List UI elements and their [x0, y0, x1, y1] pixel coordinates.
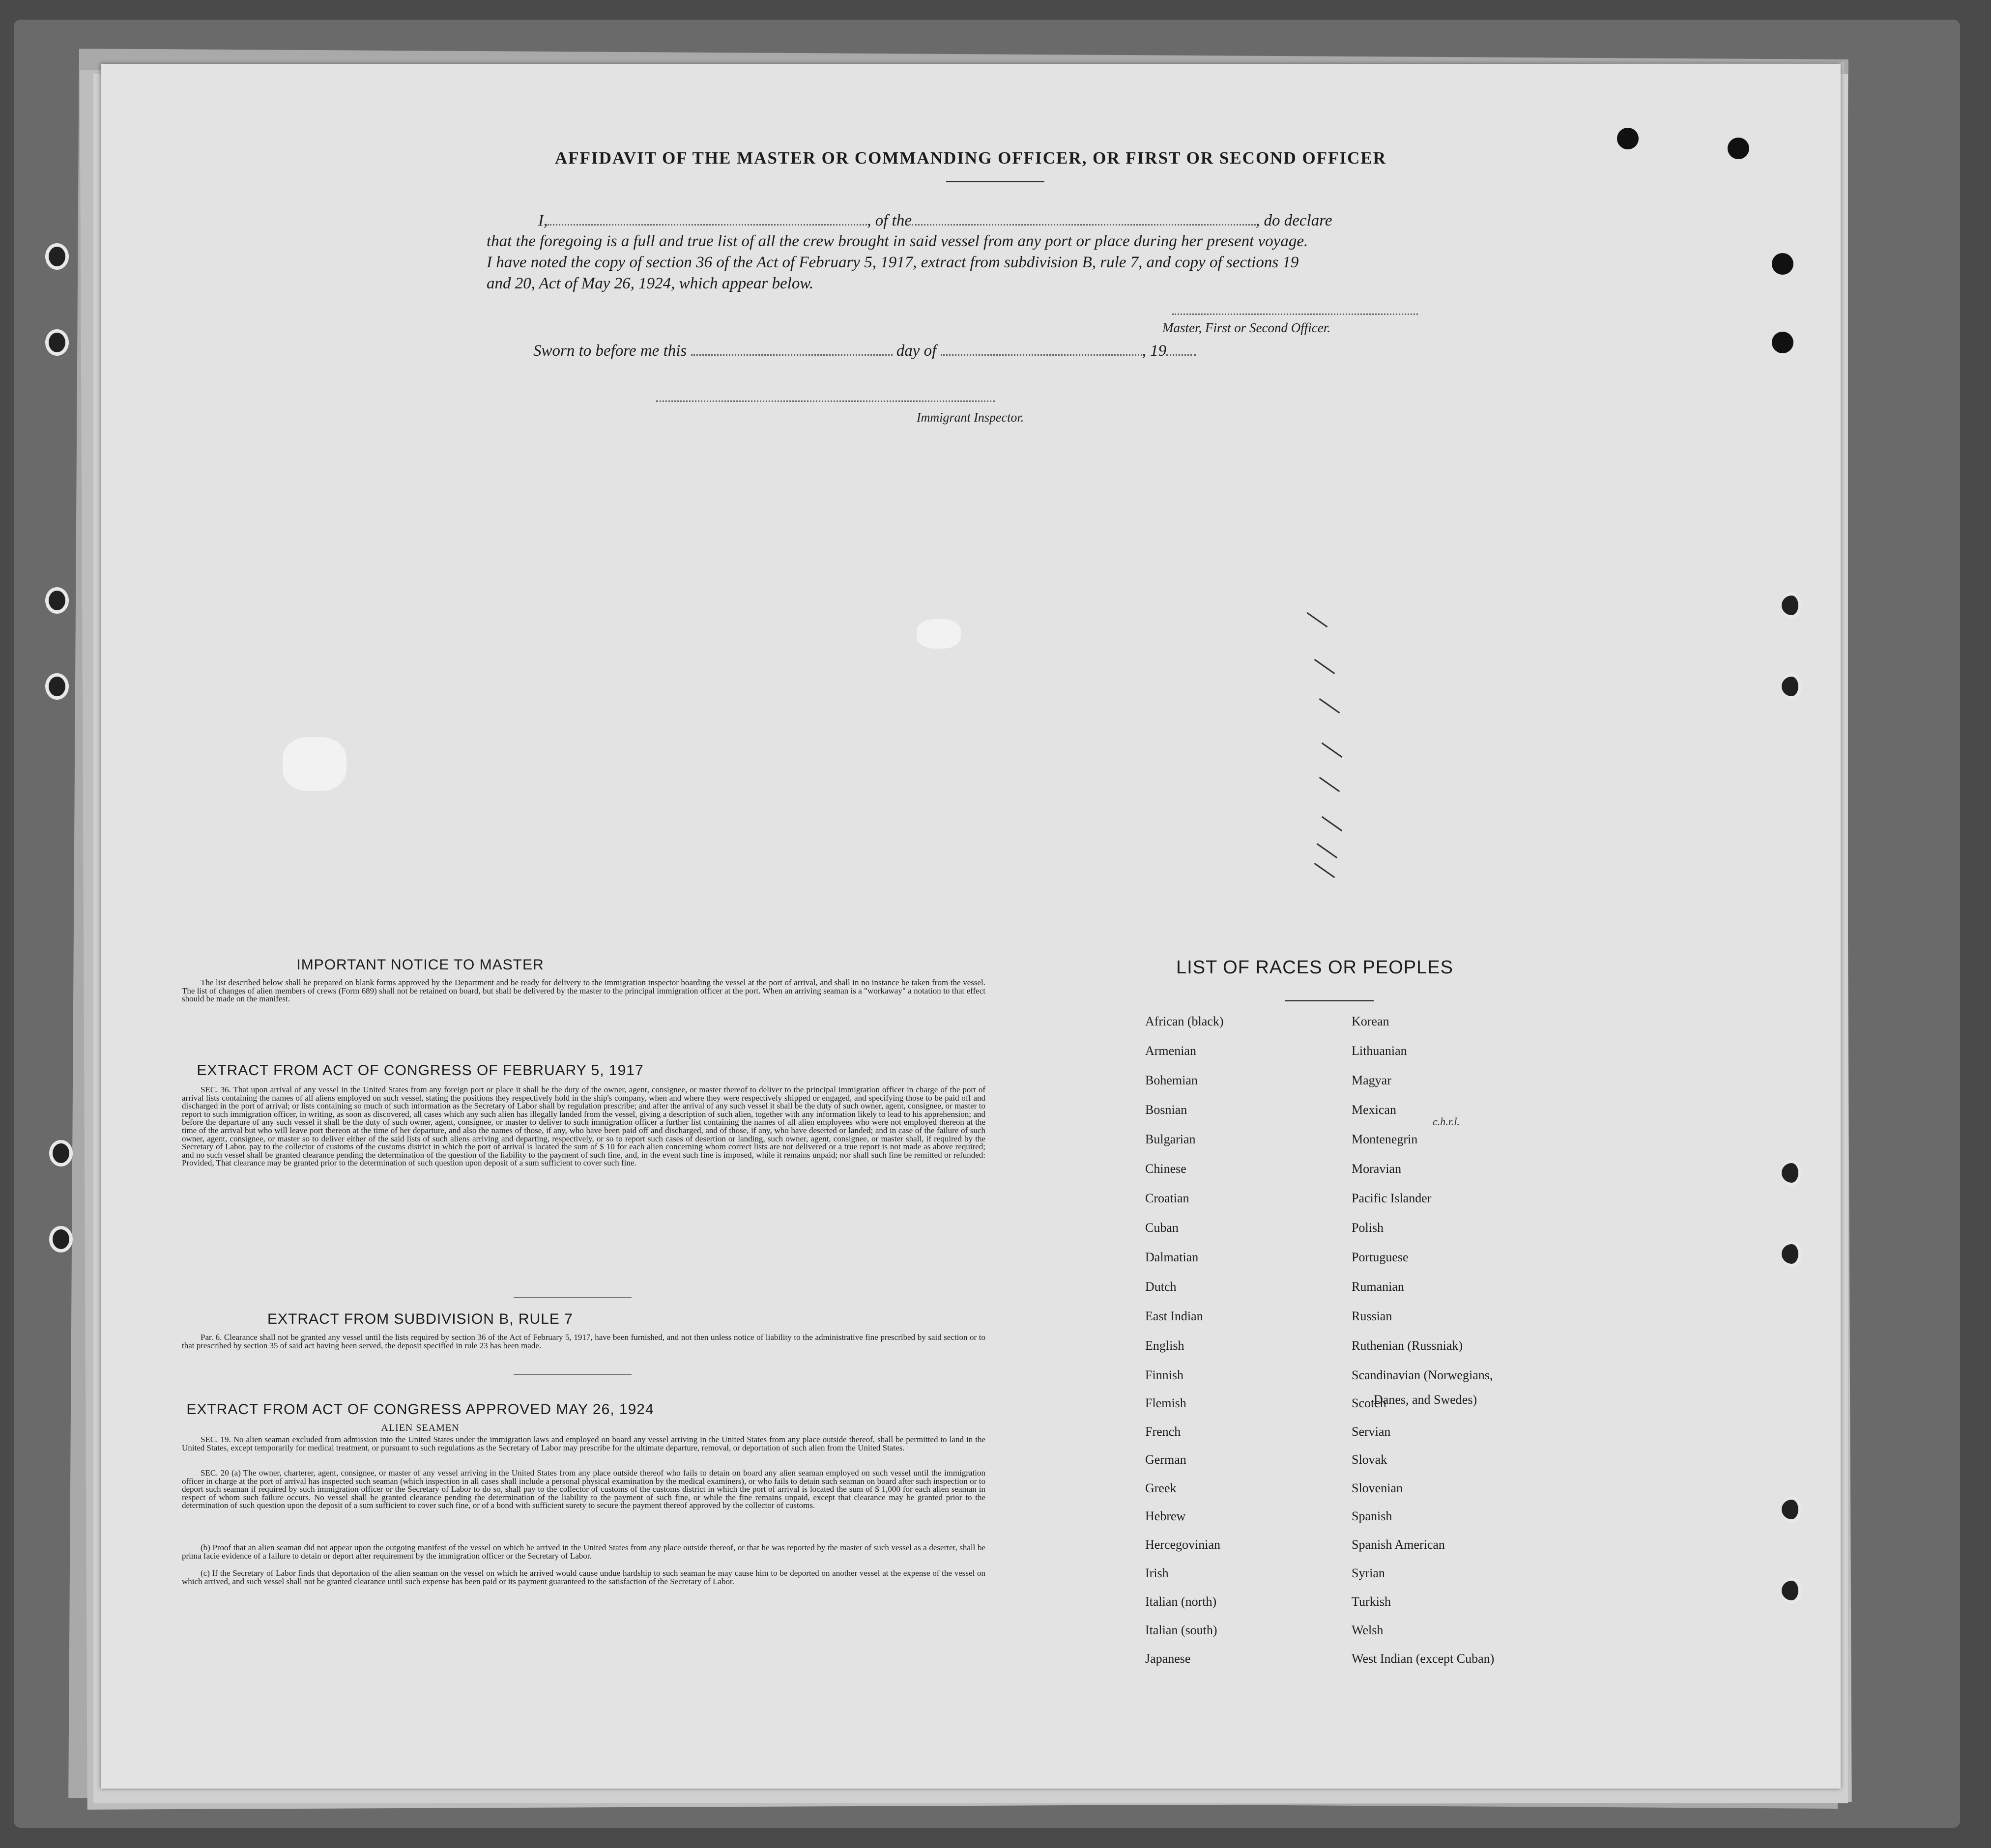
race-item: Dutch: [1145, 1279, 1177, 1294]
extract-rule7-title: EXTRACT FROM SUBDIVISION B, RULE 7: [267, 1311, 573, 1327]
check-mark: [1319, 777, 1340, 792]
punch-hole: [1772, 332, 1793, 353]
race-item: Korean: [1352, 1014, 1389, 1028]
punch-hole: [1782, 1577, 1802, 1604]
notice-title: IMPORTANT NOTICE TO MASTER: [296, 957, 544, 973]
sworn-month-field[interactable]: [941, 341, 1142, 356]
race-item: Irish: [1145, 1566, 1169, 1580]
punch-hole: [1782, 1496, 1802, 1523]
race-item: Welsh: [1352, 1623, 1384, 1637]
race-item: Bulgarian: [1145, 1132, 1196, 1146]
race-item: Montenegrin: [1352, 1132, 1418, 1146]
race-item: Slovak: [1352, 1452, 1387, 1467]
sworn-day-field[interactable]: [691, 341, 893, 356]
race-item: Pacific Islander: [1352, 1191, 1432, 1205]
race-item: Polish: [1352, 1221, 1384, 1235]
affidavit-line-4: and 20, Act of May 26, 1924, which appear below.: [487, 275, 814, 292]
extract-rule7-text: Par. 6. Clearance shall not be granted any vessel until the lists required by section 36 of the Act of February 5, 1917, have been furnished, and not then unless notice of liability to the administrative fine prescribed by said section or to that prescribed by section 35 of said act having been served, the deposit specified in rule 23 has been made.: [182, 1333, 985, 1350]
race-item: Finnish: [1145, 1368, 1184, 1382]
notice-text: The list described below shall be prepared on blank forms approved by the Department and be ready for delivery to the immigration inspector boarding the vessel at the port of arrival, and shall in no instance be taken from the vessel. The list of changes of alien members of crews (Form 689) shall not be retained on board, but shall be delivered by the master to the principal immigration officer at the port. When an arriving seaman is a "workaway" a notation to that effect should be made on the manifest.: [182, 978, 985, 1004]
sworn-label: Sworn to before me this: [533, 342, 687, 360]
paper-stain: [283, 737, 346, 791]
race-item-continuation: Danes, and Swedes): [1374, 1393, 1477, 1407]
extract-1917-title: EXTRACT FROM ACT OF CONGRESS OF FEBRUARY 5, 1917: [197, 1062, 644, 1079]
race-item: Spanish American: [1352, 1537, 1445, 1552]
check-mark: [1314, 659, 1335, 674]
paper-stain: [917, 619, 961, 649]
race-item: Scotch: [1352, 1396, 1386, 1410]
affidavit-line-1: [538, 211, 1332, 230]
affidavit-title: AFFIDAVIT OF THE MASTER OR COMMANDING OFFICER, OR FIRST OR SECOND OFFICER: [555, 148, 1386, 168]
check-mark: [1314, 863, 1335, 878]
inspector-signature-line[interactable]: [656, 400, 995, 402]
binder-hole: [45, 673, 69, 700]
race-item: Dalmatian: [1145, 1250, 1199, 1264]
check-mark: [1322, 816, 1343, 831]
binder-hole: [45, 243, 69, 270]
affidavit-line-2: that the foregoing is a full and true list of all the crew brought in said vessel from any port or place during her present voyage.: [487, 232, 1308, 250]
race-item: Magyar: [1352, 1073, 1391, 1087]
race-item: Ruthenian (Russniak): [1352, 1338, 1463, 1353]
binder-hole: [49, 1226, 73, 1252]
extract-1917-text: SEC. 36. That upon arrival of any vessel in the United States from any foreign port or place it shall be the duty of the owner, agent, consignee, or master thereof to deliver to the principal immigration officer in charge of the port of arrival lists containing the names of all aliens employed on such vessel, stating the positions they respectively hold in the ship's company, when and where they were respectively shipped or engaged, and specifying those to be paid off and discharged in the port of arrival; or lists containing so much of such information as the Secretary of Labor shall by regulation prescribe; and after the arrival of any such vessel it shall be the duty of such owner, agent, consignee, or master to report to such immigration officer, in writing, as soon as discovered, all cases which any such alien has illegally landed from the vessel, giving a description of such alien, together with any information likely to lead to his apprehension; and before the departure of any such vessel it shall be the duty of such owner, agent, consignee, or master to deliver to such immigration officer a further list containing the names of all alien employees who were not employed thereon at the time of the arrival but who will leave port thereon at the time of her departure, and also the names of those, if any, who have been paid off and discharged, and of those, if any, who have deserted or landed; and in case of the failure of such owner, agent, consignee, or master so to deliver either of the said lists of such aliens arriving and departing, respectively, or so to report such cases of desertion or landing, such owner, agent, consignee, or master shall, if required by the Secretary of Labor, pay to the collector of customs of the customs district in which the port of arrival is located the sum of $ 10 for each alien concerning whom correct lists are not delivered or a true report is not made as above required; and no such vessel shall be granted clearance pending the determination of the question of the liability to the payment of such fine, and, in the event such fine is imposed, while it remains unpaid; nor shall such fine be remitted or refunded: Provided, That clearance may be granted prior to the determination of such question upon deposit of a sum sufficient to cover such fine.: [182, 1085, 985, 1168]
punch-hole: [1617, 128, 1639, 149]
race-item: Bohemian: [1145, 1073, 1198, 1087]
race-item: Bosnian: [1145, 1103, 1187, 1117]
punch-hole: [1782, 1241, 1802, 1267]
race-item: Croatian: [1145, 1191, 1189, 1205]
race-item: Japanese: [1145, 1651, 1191, 1666]
race-item: East Indian: [1145, 1309, 1203, 1323]
vessel-label: , of the: [867, 212, 912, 229]
punch-hole: [1782, 592, 1802, 619]
alien-seamen-subtitle: ALIEN SEAMEN: [381, 1422, 460, 1433]
race-item: Cuban: [1145, 1221, 1179, 1235]
form-page: [101, 64, 1841, 1789]
race-item: German: [1145, 1452, 1186, 1467]
declarant-name-field[interactable]: [548, 211, 867, 226]
sec20a-text: SEC. 20 (a) The owner, charterer, agent, consignee, or master of any vessel arriving in the United States from any place outside thereof who fails to detain on board any alien seaman employed on such vessel until the immigration officer in charge at the port of arrival has inspected such seaman (which inspection in all cases shall include a personal physical examination by the medical examiners), or who fails to detain such seaman on board after such inspection or to deport such seaman if required by such immigration officer or the Secretary of Labor to do so, shall pay to the collector of customs of the customs district in which the port of arrival is located the sum of $ 1,000 for each alien seaman in respect of whom such failure occurs. No vessel shall be granted clearance pending the determination of the liability to the payment of such fine, or while the fine remains unpaid, except that clearance may be granted prior to the determination of such question upon the deposit of a sum sufficient to cover such fine, or of a bond with sufficient surety to secure the payment thereof approved by the collector of customs.: [182, 1468, 985, 1510]
sec19-text: SEC. 19. No alien seaman excluded from admission into the United States under the immigration laws and employed on board any vessel arriving in the United States from any place outside thereof, shall be permitted to land in the United States, except temporarily for medical treatment, or pursuant to such regulations as the Secretary of Labor may prescribe for the ultimate departure, removal, or deportation of such alien from the United States.: [182, 1435, 985, 1452]
affidavit-line-3: I have noted the copy of section 36 of the Act of February 5, 1917, extract from subdivision B, rule 7, and copy of sections 19: [487, 254, 1299, 271]
race-item: Armenian: [1145, 1044, 1196, 1058]
race-item: Mexican: [1352, 1103, 1396, 1117]
race-item: Flemish: [1145, 1396, 1186, 1410]
race-item: Italian (north): [1145, 1594, 1217, 1609]
race-item: West Indian (except Cuban): [1352, 1651, 1495, 1666]
race-item: Spanish: [1352, 1509, 1392, 1523]
race-item: Lithuanian: [1352, 1044, 1407, 1058]
race-item: Hebrew: [1145, 1509, 1186, 1523]
binder-hole: [49, 1140, 73, 1166]
declare-label: , do declare: [1255, 212, 1332, 229]
handwritten-note: c.h.r.l.: [1433, 1115, 1460, 1128]
check-mark: [1307, 612, 1328, 627]
day-of-label: day of: [896, 342, 937, 360]
race-item: Italian (south): [1145, 1623, 1217, 1637]
sworn-line: [533, 341, 1196, 360]
punch-hole: [1782, 673, 1802, 700]
binder-hole: [45, 587, 69, 614]
race-item: Greek: [1145, 1481, 1177, 1495]
race-item: Moravian: [1352, 1162, 1402, 1176]
races-title: LIST OF RACES OR PEOPLES: [1176, 957, 1453, 978]
race-item: English: [1145, 1338, 1184, 1353]
section-divider: [514, 1374, 632, 1375]
extract-1924-title: EXTRACT FROM ACT OF CONGRESS APPROVED MAY 26, 1924: [186, 1401, 654, 1418]
inspector-label: Immigrant Inspector.: [917, 410, 1024, 425]
race-item: Scandinavian (Norwegians,: [1352, 1368, 1493, 1382]
title-divider: [946, 181, 1044, 182]
signature-label: Master, First or Second Officer.: [1162, 320, 1330, 335]
sworn-year-field[interactable]: [1166, 341, 1196, 356]
check-mark: [1322, 742, 1343, 758]
race-item: Syrian: [1352, 1566, 1385, 1580]
race-item: Rumanian: [1352, 1279, 1404, 1294]
signature-line[interactable]: [1172, 313, 1418, 315]
race-item: Russian: [1352, 1309, 1392, 1323]
punch-hole: [1772, 253, 1793, 275]
check-mark: [1317, 843, 1338, 858]
race-item: Servian: [1352, 1424, 1391, 1439]
check-mark: [1319, 698, 1340, 713]
race-item: Hercegovinian: [1145, 1537, 1221, 1552]
race-item: Portuguese: [1352, 1250, 1409, 1264]
year-prefix-label: , 19: [1142, 342, 1167, 360]
race-item: French: [1145, 1424, 1181, 1439]
binder-hole: [45, 329, 69, 356]
punch-hole: [1782, 1160, 1802, 1186]
vessel-name-field[interactable]: [912, 211, 1256, 226]
race-item: Chinese: [1145, 1162, 1186, 1176]
race-item: Slovenian: [1352, 1481, 1403, 1495]
races-title-rule: [1285, 1000, 1374, 1001]
sec20c-text: (c) If the Secretary of Labor finds that deportation of the alien seaman on the vessel on which he arrived would cause undue hardship to such seaman he may cause him to be deported on another vessel at the expense of the vessel on which arrived, and such vessel shall not be granted clearance until such expense has been paid or its payment guaranteed to the satisfaction of the Secretary of Labor.: [182, 1568, 985, 1586]
race-item: African (black): [1145, 1014, 1224, 1028]
declarant-label: I,: [538, 212, 548, 229]
section-divider: [514, 1297, 632, 1298]
sec20b-text: (b) Proof that an alien seaman did not appear upon the outgoing manifest of the vessel on which he arrived in the United States from any place outside thereof, or that he was reported by the master of such vessel as a deserter, shall be prima facie evidence of a failure to detain or deport after requirement by the immigration officer or the Secretary of Labor.: [182, 1543, 985, 1561]
race-item: Turkish: [1352, 1594, 1391, 1609]
